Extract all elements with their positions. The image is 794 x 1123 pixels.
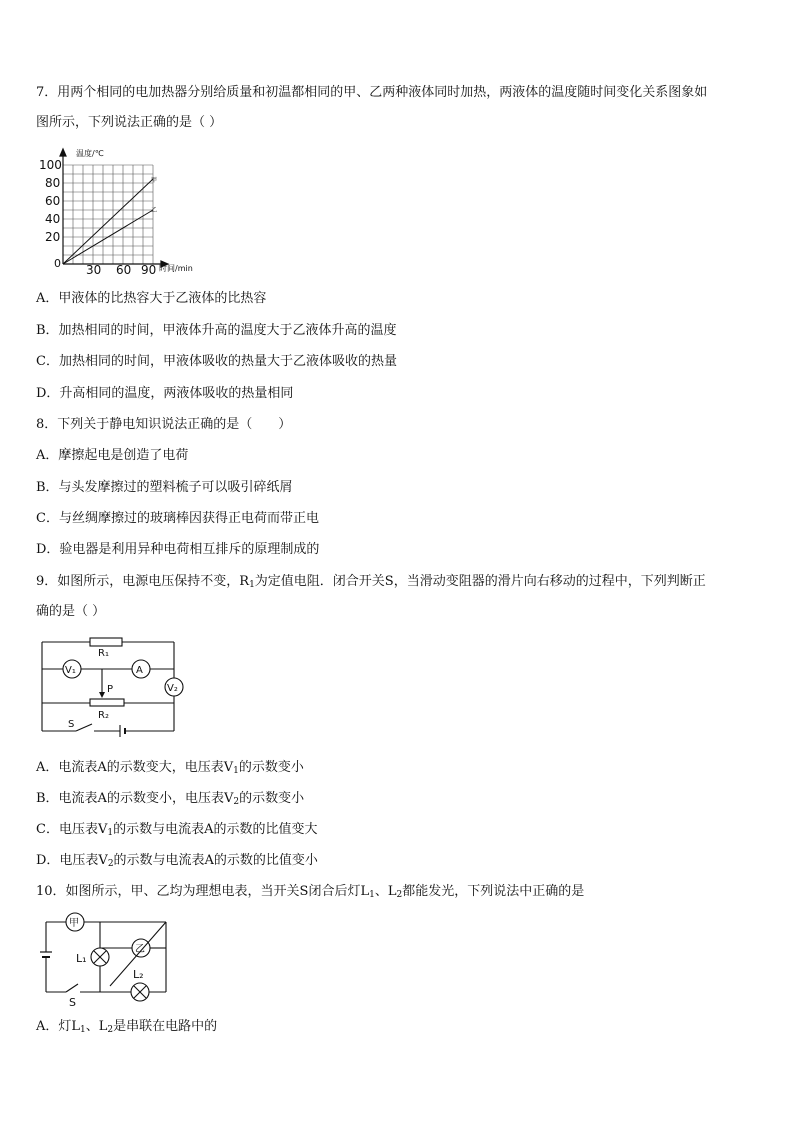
y-tick: 20 bbox=[45, 230, 61, 244]
q9-option-c bbox=[36, 821, 317, 842]
x-axis-label: 时间/min bbox=[159, 264, 193, 273]
option-sub: 2 bbox=[107, 859, 114, 869]
option-part: 是串联在电路中的 bbox=[113, 1019, 218, 1034]
option-part: 的示数变小 bbox=[239, 791, 305, 806]
origin-label: 0 bbox=[54, 257, 61, 270]
q7-option-a: A．甲液体的比热容大于乙液体的比热容 bbox=[36, 291, 267, 306]
q8-option-c: C．与丝绸摩擦过的玻璃棒因获得正电荷而带正电 bbox=[36, 511, 319, 526]
option-sub: 1 bbox=[233, 766, 239, 776]
x-tick: 60 bbox=[116, 263, 132, 276]
q9-circuit-diagram bbox=[36, 634, 186, 740]
y-axis-label: 温度/℃ bbox=[76, 149, 104, 158]
option-part: 的示数与电流表A的示数的比值变小 bbox=[113, 853, 318, 868]
switch-label: S bbox=[68, 719, 75, 730]
meter-jia-label: 甲 bbox=[69, 918, 79, 929]
q9-stem-line2: 确的是（ ） bbox=[36, 604, 106, 619]
q8-option-d: D．验电器是利用异种电荷相互排斥的原理制成的 bbox=[36, 542, 320, 557]
q9-stem-line1 bbox=[36, 573, 706, 594]
q7-temperature-time-graph bbox=[34, 146, 234, 276]
ammeter-label: A bbox=[136, 665, 143, 676]
q8-option-b: B．与头发摩擦过的塑料梳子可以吸引碎纸屑 bbox=[36, 480, 293, 495]
q10-circuit-diagram bbox=[38, 910, 188, 1010]
r2-label: R₂ bbox=[98, 710, 109, 721]
q9-stem-part: 为定值电阻．闭合开关S，当滑动变阻器的滑片向右移动的过程中，下列判断正 bbox=[254, 574, 706, 589]
option-sub: 2 bbox=[107, 1025, 114, 1035]
option-part: C．电压表V bbox=[36, 822, 108, 837]
y-tick: 40 bbox=[45, 212, 61, 226]
option-part: 、L bbox=[85, 1019, 108, 1034]
q9-stem-sub: 1 bbox=[249, 580, 255, 590]
q7-stem-line1: 7．用两个相同的电加热器分别给质量和初温都相同的甲、乙两种液体同时加热，两液体的温度随时间变化关系图象如 bbox=[36, 85, 708, 100]
q10-stem-part: 、L bbox=[374, 884, 397, 899]
y-tick: 80 bbox=[45, 176, 61, 190]
q7-stem-line2: 图所示，下列说法正确的是（ ） bbox=[36, 115, 223, 130]
option-sub: 2 bbox=[233, 797, 240, 807]
y-tick: 100 bbox=[39, 158, 62, 172]
q10-stem-sub: 2 bbox=[396, 890, 403, 900]
option-part: D．电压表V bbox=[36, 853, 108, 868]
switch-label: S bbox=[69, 996, 76, 1009]
q9-option-b bbox=[36, 790, 304, 811]
meter-yi-label: 乙 bbox=[135, 944, 145, 955]
q9-option-d bbox=[36, 852, 318, 873]
q10-stem bbox=[36, 883, 584, 904]
l1-label: L₁ bbox=[76, 952, 87, 965]
option-part: 的示数与电流表A的示数的比值变大 bbox=[113, 822, 318, 837]
y-tick: 60 bbox=[45, 194, 61, 208]
q7-option-d: D．升高相同的温度，两液体吸收的热量相同 bbox=[36, 386, 294, 401]
q10-stem-part: 10．如图所示，甲、乙均为理想电表，当开关S闭合后灯L bbox=[36, 884, 370, 899]
q8-option-a: A．摩擦起电是创造了电荷 bbox=[36, 448, 189, 463]
option-part: A．灯L bbox=[36, 1019, 81, 1034]
v1-label: V₁ bbox=[65, 665, 76, 676]
option-sub: 1 bbox=[80, 1025, 86, 1035]
q10-stem-part: 都能发光，下列说法中正确的是 bbox=[402, 884, 585, 899]
option-part: B．电流表A的示数变小，电压表V bbox=[36, 791, 234, 806]
q9-stem-part: 9．如图所示，电源电压保持不变，R bbox=[36, 574, 250, 589]
q10-stem-sub: 1 bbox=[369, 890, 375, 900]
x-tick: 30 bbox=[86, 263, 102, 276]
option-part: 的示数变小 bbox=[238, 760, 304, 775]
q8-stem: 8．下列关于静电知识说法正确的是（ ） bbox=[36, 417, 292, 432]
x-tick: 90 bbox=[141, 263, 157, 276]
v2-label: V₂ bbox=[167, 683, 178, 694]
l2-label: L₂ bbox=[133, 968, 144, 981]
r1-label: R₁ bbox=[98, 648, 109, 659]
q10-option-a bbox=[36, 1018, 217, 1039]
q7-option-c: C．加热相同的时间，甲液体吸收的热量大于乙液体吸收的热量 bbox=[36, 354, 397, 369]
option-part: A．电流表A的示数变大，电压表V bbox=[36, 760, 234, 775]
option-sub: 1 bbox=[107, 828, 114, 838]
slider-label: P bbox=[107, 684, 114, 695]
q7-option-b: B．加热相同的时间，甲液体升高的温度大于乙液体升高的温度 bbox=[36, 323, 397, 338]
q9-option-a bbox=[36, 759, 304, 780]
line-jia-label: 甲 bbox=[151, 177, 158, 184]
line-yi-label: 乙 bbox=[151, 207, 158, 214]
